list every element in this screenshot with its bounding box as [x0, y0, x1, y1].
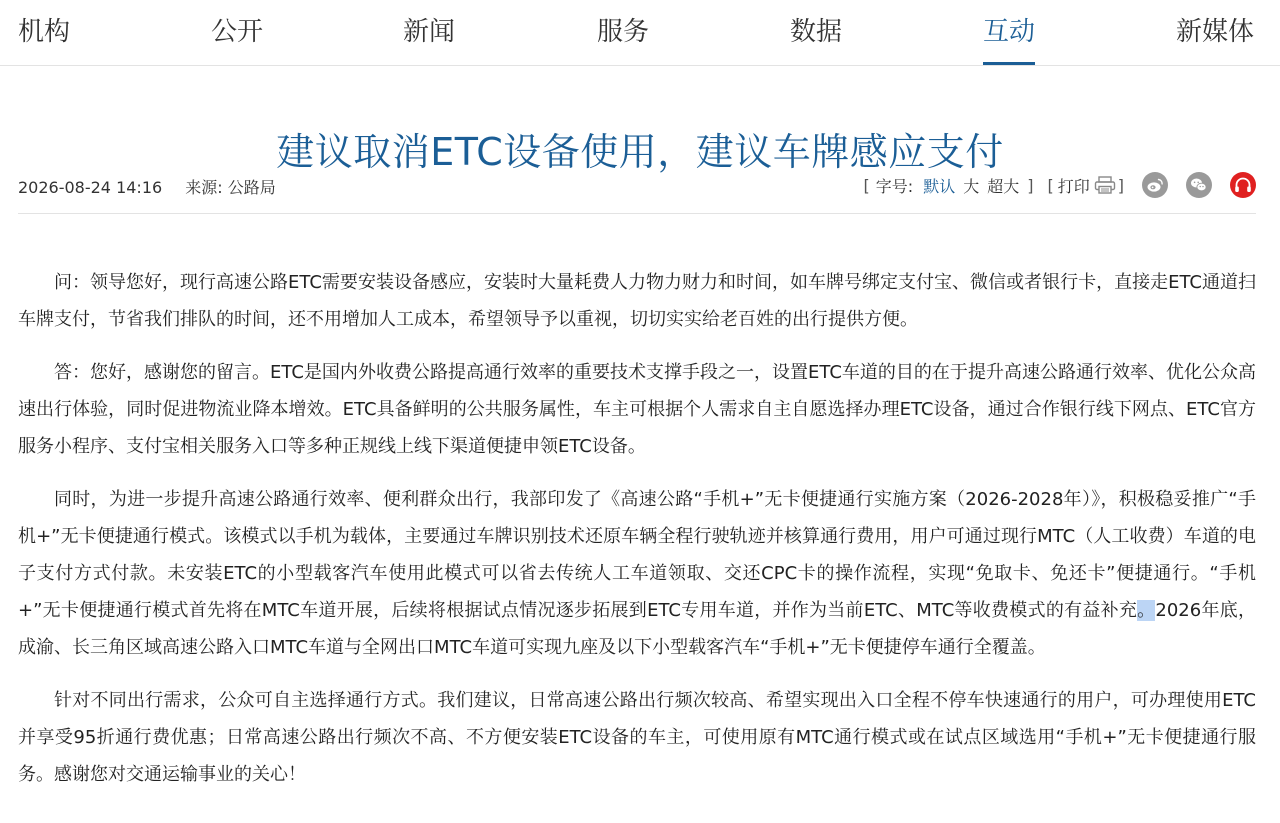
nav-item-xinmeiti[interactable]: 新媒体 — [1176, 17, 1255, 47]
font-size-label: 字号: — [875, 176, 914, 196]
weibo-icon — [1142, 172, 1168, 198]
headphones-icon — [1230, 172, 1256, 198]
nav-item-gongkai[interactable]: 公开 — [211, 17, 264, 47]
nav-item-shuju[interactable]: 数据 — [790, 17, 843, 47]
print-label: 打印 — [1057, 176, 1090, 196]
font-size-large[interactable]: 大 — [963, 176, 980, 196]
answer-paragraph-2 — [18, 481, 1256, 666]
nav-item-xinwen[interactable]: 新闻 — [403, 17, 456, 47]
article-title: 建议取消ETC设备使用，建议车牌感应支付 — [276, 130, 1004, 175]
article-body — [18, 264, 1256, 809]
share-audio[interactable] — [1230, 172, 1256, 198]
share-weibo[interactable] — [1142, 172, 1168, 198]
answer-paragraph-1: 答：您好，感谢您的留言。ETC是国内外收费公路提高通行效率的重要技术支撑手段之一，设置ETC车道的目的在于提升高速公路通行效率、优化公众高速出行体验，同时促进物流业降本增效。ETC具备鲜明的公共服务属性，车主可根据个人需求自主自愿选择办理ETC设备，通过合作银行线下网点、ETC官方服务小程序、支付宝相关服务入口等多种正规线上线下渠道便捷申领ETC设备。 — [18, 362, 1256, 457]
publish-date: 2026-08-24 14:16 — [18, 178, 163, 197]
bracket-open: [ — [863, 175, 870, 195]
article-meta — [18, 175, 294, 198]
top-navigation — [0, 0, 1280, 66]
answer-paragraph-3: 针对不同出行需求，公众可自主选择通行方式。我们建议，日常高速公路出行频次较高、希望实现出入口全程不停车快速通行的用户，可办理使用ETC并享受95折通行费优惠；日常高速公路出行频次不高、不方便安装ETC设备的车主，可使用原有MTC通行模式或在试点区域选用“手机+”无卡便捷通行服务。感谢您对交通运输事业的关心！ — [18, 690, 1256, 785]
article-tools — [864, 171, 1256, 199]
text-selection-highlight: 。 — [1137, 600, 1156, 621]
article-source: 来源: 公路局 — [185, 178, 276, 197]
answer-paragraph-2-part-1: 同时，为进一步提升高速公路通行效率、便利群众出行，我部印发了《高速公路“手机+”无卡便捷通行实施方案（2026-2028年）》，积极稳妥推广“手机+”无卡便捷通行模式。该模式以手机为载体，主要通过车牌识别技术还原车辆全程行驶轨迹并核算通行费用，用户可通过现行MTC（人工收费）车道的电子支付方式付款。未安装ETC的小型载客汽车使用此模式可以省去传统人工车道领取、交还CPC卡的操作流程，实现“免取卡、免还卡”便捷通行。“手机+”无卡便捷通行模式首先将在MTC车道开展，后续将根据试点情况逐步拓展到ETC专用车道，并作为当前ETC、MTC等收费模式的有益补充 — [18, 489, 1256, 621]
bracket-close: ] — [1027, 175, 1034, 195]
nav-item-fuwu[interactable]: 服务 — [597, 17, 650, 47]
share-wechat[interactable] — [1186, 172, 1212, 198]
font-size-xlarge[interactable]: 超大 — [987, 176, 1020, 196]
bracket-close-print: ] — [1117, 175, 1124, 195]
bracket-open-print: [ — [1047, 175, 1054, 195]
printer-icon — [1094, 176, 1116, 194]
print-button[interactable] — [1058, 174, 1116, 197]
answer-paragraph-2-part-2: 2026年底，成渝、长三角区域高速公路入口MTC车道与全网出口MTC车道可实现九座及以下小型载客汽车“手机+”无卡便捷停车通行全覆盖。 — [18, 600, 1256, 658]
font-size-default[interactable]: 默认 — [923, 176, 956, 196]
question-paragraph: 问：领导您好，现行高速公路ETC需要安装设备感应，安装时大量耗费人力物力财力和时间，如车牌号绑定支付宝、微信或者银行卡，直接走ETC通道扫车牌支付，节省我们排队的时间，还不用增加人工成本，希望领导予以重视，切切实实给老百姓的出行提供方便。 — [18, 272, 1256, 330]
nav-item-hudong[interactable]: 互动 — [983, 12, 1035, 64]
wechat-icon — [1186, 172, 1212, 198]
article-meta-bar — [18, 173, 1256, 214]
nav-item-jigou[interactable]: 机构 — [18, 17, 71, 47]
